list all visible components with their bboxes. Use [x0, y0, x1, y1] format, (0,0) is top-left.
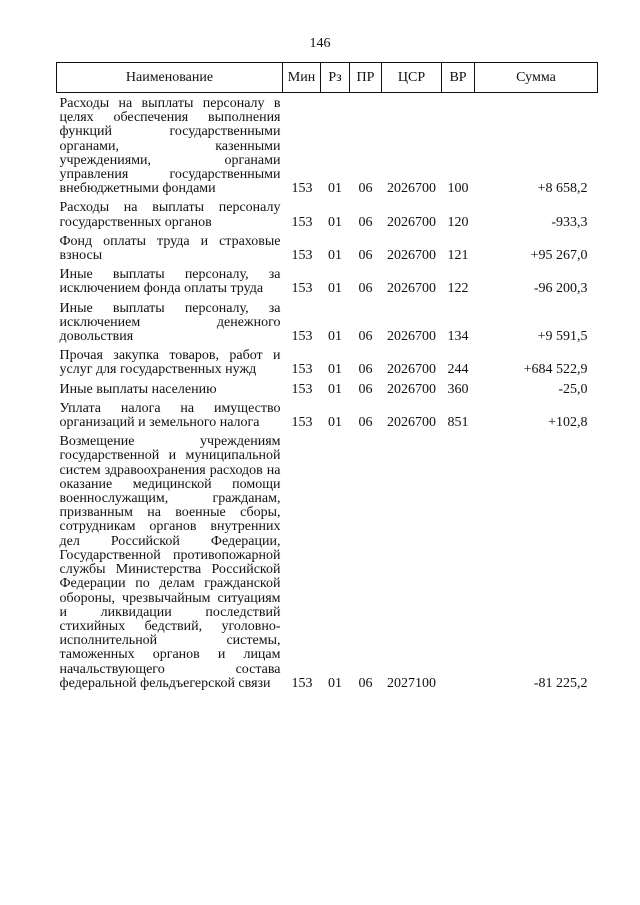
row-rz: 01	[328, 381, 342, 397]
row-pr: 06	[358, 329, 373, 345]
table-row	[57, 378, 598, 397]
row-csr: 2026700	[387, 248, 436, 264]
row-min: 153	[291, 181, 313, 197]
row-rz: 01	[328, 329, 342, 345]
row-rz: 01	[328, 675, 342, 691]
row-name: Фонд оплаты труда и страховые взносы	[59, 233, 281, 264]
row-pr: 06	[358, 415, 373, 431]
row-min: 153	[291, 675, 313, 691]
header-sum: Сумма	[475, 63, 598, 93]
row-min: 153	[291, 415, 313, 431]
row-sum: +9 591,5	[537, 329, 588, 345]
page-number: 146	[309, 36, 331, 51]
header-vr: ВР	[442, 63, 475, 93]
row-csr: 2026700	[387, 281, 436, 297]
row-vr: 851	[447, 415, 469, 431]
row-pr: 06	[358, 248, 373, 264]
row-name: Иные выплаты персоналу, за исключением фонда оплаты труда	[59, 267, 281, 297]
row-vr: 100	[447, 181, 469, 197]
row-name: Уплата налога на имущество организаций и земельного налога	[59, 400, 281, 431]
row-pr: 06	[358, 214, 373, 230]
row-csr: 2026700	[387, 381, 436, 397]
row-sum: +684 522,9	[523, 362, 588, 378]
row-rz: 01	[328, 181, 342, 197]
row-csr: 2027100	[387, 675, 436, 691]
table-row	[57, 196, 598, 229]
header-rz: Рз	[321, 63, 350, 93]
row-rz: 01	[328, 281, 342, 297]
row-pr: 06	[358, 362, 373, 378]
row-vr: 360	[447, 381, 469, 397]
row-min: 153	[291, 248, 313, 264]
row-sum: -25,0	[558, 381, 588, 397]
row-pr: 06	[358, 281, 373, 297]
row-vr: 120	[447, 214, 469, 230]
row-rz: 01	[328, 248, 342, 264]
budget-table	[56, 62, 598, 691]
row-min: 153	[291, 281, 313, 297]
row-pr: 06	[358, 675, 373, 691]
row-csr: 2026700	[387, 362, 436, 378]
header-csr: ЦСР	[382, 63, 442, 93]
row-rz: 01	[328, 362, 342, 378]
table-row	[57, 397, 598, 430]
row-vr: 244	[447, 362, 469, 378]
header-name: Наименование	[57, 63, 283, 93]
row-sum: -933,3	[551, 214, 588, 230]
table-row	[57, 344, 598, 377]
row-csr: 2026700	[387, 329, 436, 345]
row-min: 153	[291, 329, 313, 345]
row-csr: 2026700	[387, 214, 436, 230]
row-vr	[442, 430, 475, 691]
row-name: Расходы на выплаты персоналу в целях обеспечения выполнения функций государственными органами, казенными учреждениями, органами управления государственными внебюджетными фондами	[59, 96, 281, 197]
row-pr: 06	[358, 181, 373, 197]
row-csr: 2026700	[387, 181, 436, 197]
row-name: Иные выплаты персоналу, за исключением денежного довольствия	[59, 300, 281, 345]
table-row	[57, 430, 598, 691]
row-vr: 121	[447, 248, 469, 264]
row-name: Прочая закупка товаров, работ и услуг для государственных нужд	[59, 348, 281, 378]
row-sum: -96 200,3	[533, 281, 588, 297]
row-min: 153	[291, 214, 313, 230]
header-pr: ПР	[350, 63, 382, 93]
row-name: Возмещение учреждениям государственной и муниципальной систем здравоохранения расходов на оказание медицинской помощи военнослужащим, гражданам, призванным на военные сборы, сотрудникам органов внутренних дел Российской Федерации, Государственной противопожарной службы Министерства Российской Федерации по делам гражданской обороны, чрезвычайным ситуациям и ликвидации последствий стихийных бедствий, уголовно-исполнительной системы, таможенных органов и лицам начальствующего состава федеральной фельдъегерской связи	[59, 434, 281, 691]
table-row	[57, 263, 598, 296]
row-sum: +8 658,2	[537, 181, 588, 197]
row-vr: 122	[447, 281, 469, 297]
row-rz: 01	[328, 415, 342, 431]
row-sum: +95 267,0	[530, 248, 588, 264]
row-sum: +102,8	[548, 415, 588, 431]
row-name: Расходы на выплаты персоналу государственных органов	[59, 200, 281, 230]
header-min: Мин	[283, 63, 321, 93]
row-name: Иные выплаты населению	[59, 381, 217, 397]
row-min: 153	[291, 381, 313, 397]
row-pr: 06	[358, 381, 373, 397]
row-csr: 2026700	[387, 415, 436, 431]
row-min: 153	[291, 362, 313, 378]
row-sum: -81 225,2	[533, 675, 588, 691]
table-row	[57, 230, 598, 263]
row-rz: 01	[328, 214, 342, 230]
row-vr: 134	[447, 329, 469, 345]
table-row	[57, 93, 598, 197]
table-header-row	[57, 63, 598, 93]
table-row	[57, 297, 598, 345]
